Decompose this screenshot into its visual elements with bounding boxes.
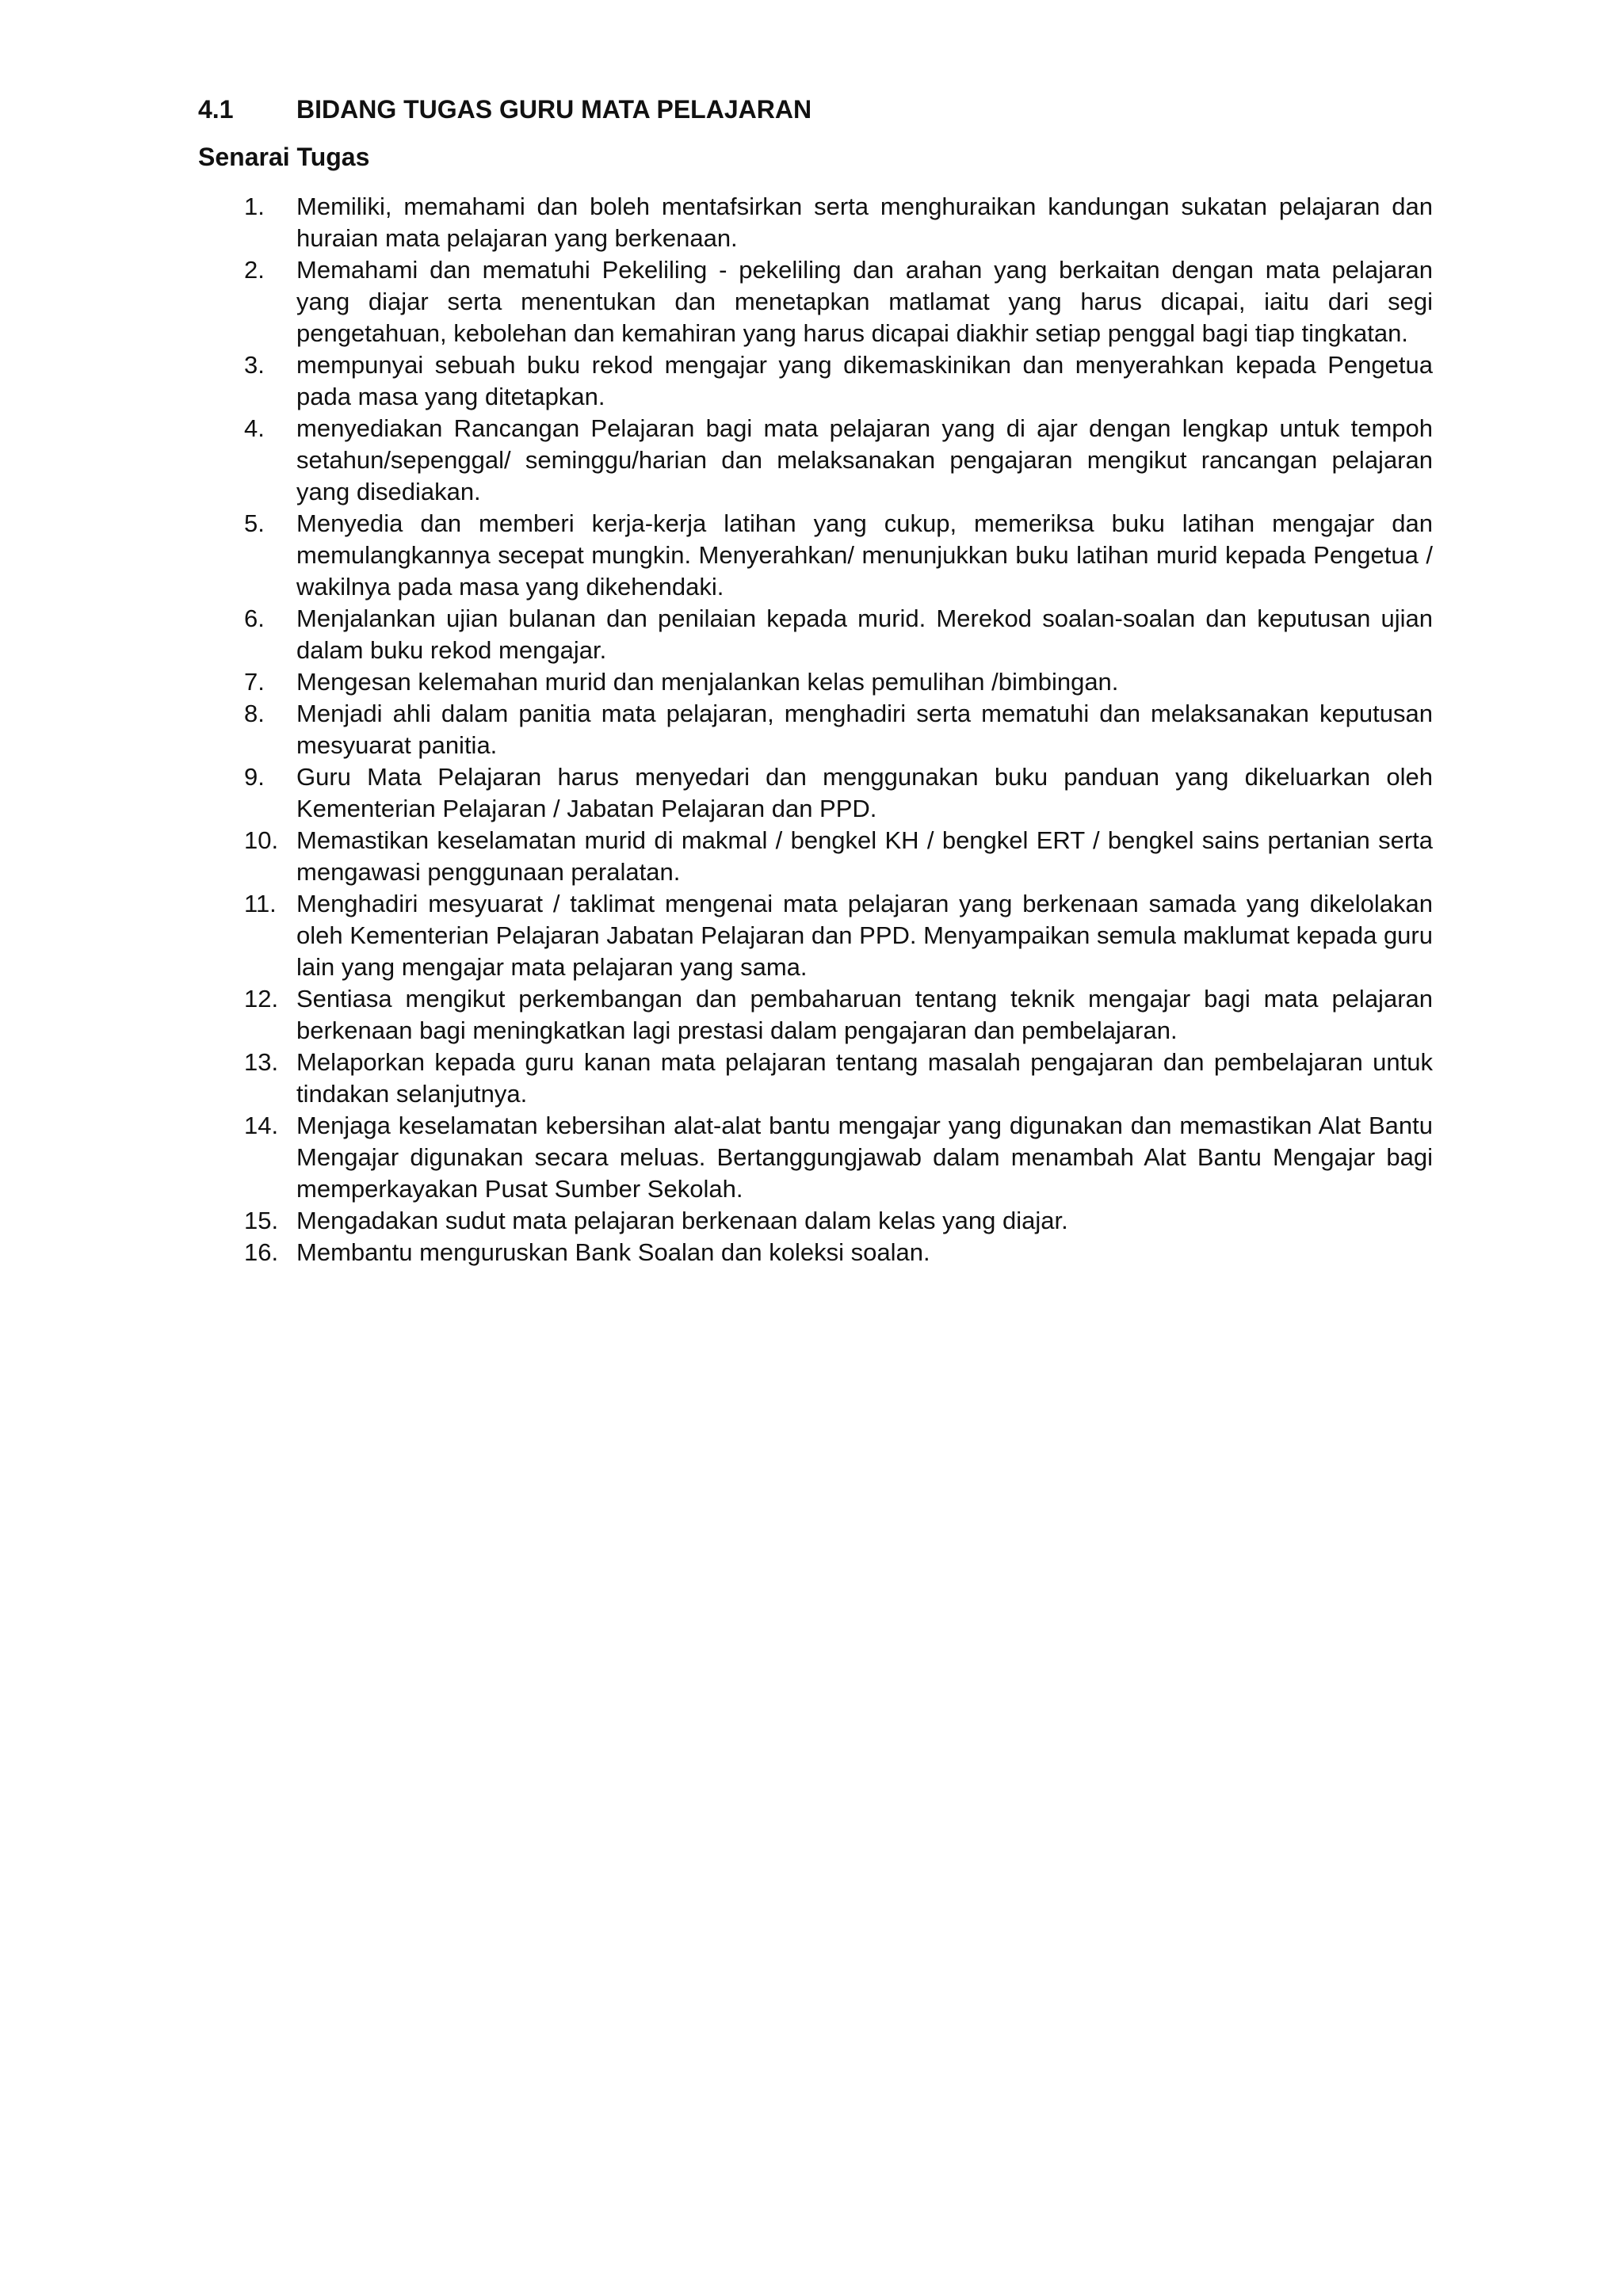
task-item <box>244 1110 1433 1205</box>
task-number: 9. <box>244 763 265 791</box>
task-text: Memahami dan mematuhi Pekeliling - pekeliling dan arahan yang berkaitan dengan mata pelajaran yang diajar serta menentukan dan menetapkan matlamat yang harus dicapai, iaitu dari segi pengetahuan, kebolehan dan kemahiran yang harus dicapai diakhir setiap penggal bagi tiap tingkatan. <box>296 256 1433 347</box>
task-number: 11. <box>244 890 277 917</box>
task-text: Menjadi ahli dalam panitia mata pelajaran, menghadiri serta mematuhi dan melaksanakan keputusan mesyuarat panitia. <box>296 700 1433 759</box>
list-heading: Senarai Tugas <box>198 143 370 171</box>
task-text: Menyedia dan memberi kerja-kerja latihan yang cukup, memeriksa buku latihan mengajar dan memulangkannya secepat mungkin. Menyerahkan/ menunjukkan buku latihan murid kepada Pengetua / wakilnya pada masa yang dikehendaki. <box>296 509 1433 601</box>
task-number: 2. <box>244 256 265 284</box>
task-text: Melaporkan kepada guru kanan mata pelajaran tentang masalah pengajaran dan pembelajaran untuk tindakan selanjutnya. <box>296 1048 1433 1108</box>
task-list <box>244 191 1433 1268</box>
task-item <box>244 888 1433 983</box>
task-text: Memiliki, memahami dan boleh mentafsirkan serta menghuraikan kandungan sukatan pelajaran dan huraian mata pelajaran yang berkenaan. <box>296 193 1433 252</box>
task-text: Sentiasa mengikut perkembangan dan pembaharuan tentang teknik mengajar bagi mata pelajaran berkenaan bagi meningkatkan lagi prestasi dalam pengajaran dan pembelajaran. <box>296 985 1433 1044</box>
section-title: BIDANG TUGAS GURU MATA PELAJARAN <box>296 95 812 124</box>
task-number: 15. <box>244 1207 279 1234</box>
task-number: 6. <box>244 605 265 632</box>
task-text: Menjalankan ujian bulanan dan penilaian kepada murid. Merekod soalan-soalan dan keputusan ujian dalam buku rekod mengajar. <box>296 605 1433 664</box>
task-text: Mengadakan sudut mata pelajaran berkenaan dalam kelas yang diajar. <box>296 1207 1068 1234</box>
task-number: 16. <box>244 1238 279 1266</box>
task-item <box>244 603 1433 666</box>
task-number: 3. <box>244 351 265 379</box>
task-number: 12. <box>244 985 279 1013</box>
section-heading <box>198 93 812 125</box>
task-item <box>244 254 1433 349</box>
task-item <box>244 413 1433 508</box>
task-text: Membantu menguruskan Bank Soalan dan koleksi soalan. <box>296 1238 930 1266</box>
task-item <box>244 1205 1433 1237</box>
task-item <box>244 191 1433 254</box>
task-item <box>244 666 1433 698</box>
task-text: Menghadiri mesyuarat / taklimat mengenai mata pelajaran yang berkenaan samada yang dikelolakan oleh Kementerian Pelajaran Jabatan Pelajaran dan PPD. Menyampaikan semula maklumat kepada guru lain yang mengajar mata pelajaran yang sama. <box>296 890 1433 981</box>
task-number: 8. <box>244 700 265 727</box>
task-text: Mengesan kelemahan murid dan menjalankan kelas pemulihan /bimbingan. <box>296 668 1119 696</box>
task-number: 10. <box>244 826 279 854</box>
task-item <box>244 1237 1433 1268</box>
task-item <box>244 761 1433 825</box>
task-item <box>244 983 1433 1047</box>
task-item <box>244 349 1433 413</box>
task-text: Guru Mata Pelajaran harus menyedari dan menggunakan buku panduan yang dikeluarkan oleh Kementerian Pelajaran / Jabatan Pelajaran dan PPD. <box>296 763 1433 822</box>
task-number: 5. <box>244 509 265 537</box>
section-number: 4.1 <box>198 95 234 124</box>
task-item <box>244 698 1433 761</box>
task-item <box>244 508 1433 603</box>
task-item <box>244 1047 1433 1110</box>
task-text: mempunyai sebuah buku rekod mengajar yang dikemaskinikan dan menyerahkan kepada Pengetua pada masa yang ditetapkan. <box>296 351 1433 410</box>
task-number: 4. <box>244 414 265 442</box>
task-number: 13. <box>244 1048 279 1076</box>
task-item <box>244 825 1433 888</box>
task-number: 14. <box>244 1112 279 1139</box>
task-text: Memastikan keselamatan murid di makmal / bengkel KH / bengkel ERT / bengkel sains pertanian serta mengawasi penggunaan peralatan. <box>296 826 1433 886</box>
task-number: 1. <box>244 193 265 220</box>
task-number: 7. <box>244 668 265 696</box>
task-text: menyediakan Rancangan Pelajaran bagi mata pelajaran yang di ajar dengan lengkap untuk tempoh setahun/sepenggal/ seminggu/harian dan melaksanakan pengajaran mengikut rancangan pelajaran yang disediakan. <box>296 414 1433 505</box>
task-text: Menjaga keselamatan kebersihan alat-alat bantu mengajar yang digunakan dan memastikan Alat Bantu Mengajar digunakan secara meluas. Bertanggungjawab dalam menambah Alat Bantu Mengajar bagi memperkayakan Pusat Sumber Sekolah. <box>296 1112 1433 1203</box>
